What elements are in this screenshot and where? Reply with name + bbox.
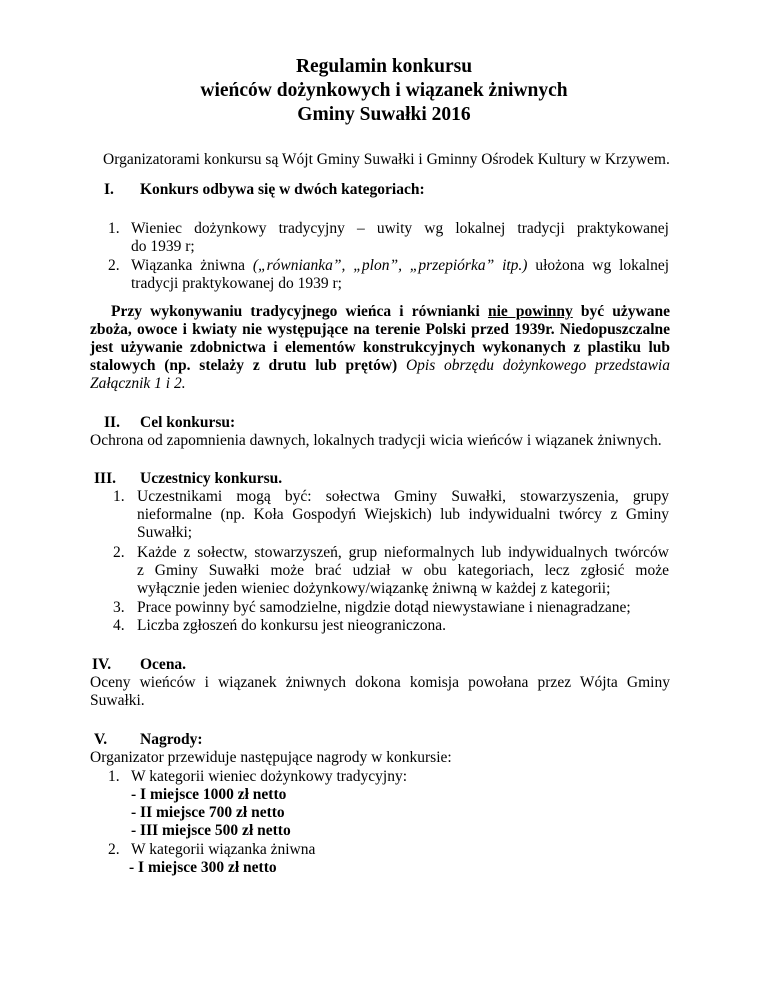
section-3-item-1-number: 1.: [113, 488, 125, 505]
item-2-italic-examples: („równianka”, „plon”, „przepiórka” itp.): [252, 257, 528, 274]
item-2-text-b: ułożona wg lokalnej: [527, 257, 670, 274]
note-line-4-bold: stalowych (np. stelaży z drutu lub prętów): [90, 357, 398, 374]
section-1-item-1-line-2: do 1939 r;: [131, 238, 195, 255]
note-line-1-a: Przy wykonywaniu tradycyjnego wieńca i równianki: [111, 303, 488, 320]
section-1-item-2-line-1: [131, 256, 669, 276]
section-4-number: IV.: [92, 656, 112, 673]
section-3-item-4-number: 4.: [113, 617, 125, 634]
prize-cat-1-second: - II miejsce 700 zł netto: [131, 804, 285, 821]
title-line-3: Gminy Suwałki 2016: [297, 104, 471, 125]
note-line-4-italic: Opis obrzędu dożynkowego przedstawia: [397, 357, 670, 374]
intro-text: Organizatorami konkursu są Wójt Gminy Suwałki i Gminny Ośrodek Kultury w Krzywem.: [103, 151, 670, 168]
prize-cat-1-third: - III miejsce 500 zł netto: [131, 822, 291, 839]
section-3-item-2-line-1: Każde z sołectw, stowarzyszeń, grup nieformalnych lub indywidualnych twórców: [137, 544, 669, 561]
section-3-item-2-number: 2.: [113, 544, 125, 561]
section-5-number: V.: [94, 731, 108, 748]
section-1-item-1-line-1: Wieniec dożynkowy tradycyjny – uwity wg lokalnej tradycji praktykowanej: [131, 220, 669, 237]
note-line-4: [90, 356, 670, 376]
section-1-number: I.: [104, 181, 114, 198]
section-5-cat-1-label: W kategorii wieniec dożynkowy tradycyjny:: [131, 768, 408, 785]
prize-cat-1-first: - I miejsce 1000 zł netto: [131, 786, 287, 803]
section-3-item-1-line-2: nieformalne (np. Koła Gospodyń Wiejskich) lub indywidualni twórcy z Gminy: [137, 506, 669, 523]
section-4-line-2: Suwałki.: [90, 692, 145, 709]
section-3-number: III.: [94, 470, 116, 487]
section-4-line-1: Oceny wieńców i wiązanek żniwnych dokona komisja powołana przez Wójta Gminy: [90, 674, 670, 691]
section-5-cat-1-number: 1.: [108, 768, 120, 785]
section-2-text: Ochrona od zapomnienia dawnych, lokalnych tradycji wicia wieńców i wiązanek żniwnych.: [90, 432, 662, 449]
note-line-3: jest używanie zdobnictwa i elementów konstrukcyjnych wykonanych z plastiku lub: [90, 339, 670, 356]
section-3-item-1-line-1: Uczestnikami mogą być: sołectwa Gminy Suwałki, stowarzyszenia, grupy: [137, 488, 669, 505]
title-line-1: Regulamin konkursu: [295, 56, 473, 77]
section-5-intro: Organizator przewiduje następujące nagrody w konkursie:: [90, 749, 452, 766]
section-3-item-4-line-1: Liczba zgłoszeń do konkursu jest nieograniczona.: [137, 617, 447, 634]
section-1-item-2-number: 2.: [108, 257, 120, 274]
note-line-1-b: być używane: [572, 303, 670, 320]
section-3-item-2-line-2: z Gminy Suwałki może brać udział w obu kategoriach, lecz zgłosić może: [137, 562, 669, 579]
section-1-item-1-number: 1.: [108, 220, 120, 237]
section-5-heading: Nagrody:: [140, 731, 203, 748]
note-underlined-text: nie powinny: [487, 303, 573, 320]
section-4-heading: Ocena.: [140, 656, 187, 673]
section-3-heading: Uczestnicy konkursu.: [140, 470, 283, 487]
note-line-2: zboża, owoce i kwiaty nie występujące na terenie Polski przed 1939r. Niedopuszczalne: [90, 321, 670, 338]
section-3-item-1-line-3: Suwałki;: [137, 524, 193, 541]
note-line-1: [111, 302, 670, 322]
section-5-cat-2-label: W kategorii wiązanka żniwna: [131, 841, 316, 858]
title-line-2: wieńców dożynkowych i wiązanek żniwnych: [200, 80, 568, 101]
section-5-cat-2-number: 2.: [108, 841, 120, 858]
prize-cat-2-first: - I miejsce 300 zł netto: [129, 859, 277, 876]
section-3-item-3-number: 3.: [113, 599, 125, 616]
section-1-heading: Konkurs odbywa się w dwóch kategoriach:: [140, 181, 425, 198]
section-3-item-2-line-3: wyłącznie jeden wieniec dożynkowy/wiązankę żniwną w każdej z kategorii;: [137, 580, 611, 597]
item-2-text-a: Wiązanka żniwna: [131, 257, 253, 274]
section-1-item-2-line-2: tradycji praktykowanej do 1939 r;: [131, 275, 342, 292]
section-2-number: II.: [104, 414, 120, 431]
section-3-item-3-line-1: Prace powinny być samodzielne, nigdzie dotąd niewystawiane i nienagradzane;: [137, 599, 631, 616]
section-2-heading: Cel konkursu:: [140, 414, 236, 431]
note-line-5: Załącznik 1 i 2.: [90, 375, 186, 392]
